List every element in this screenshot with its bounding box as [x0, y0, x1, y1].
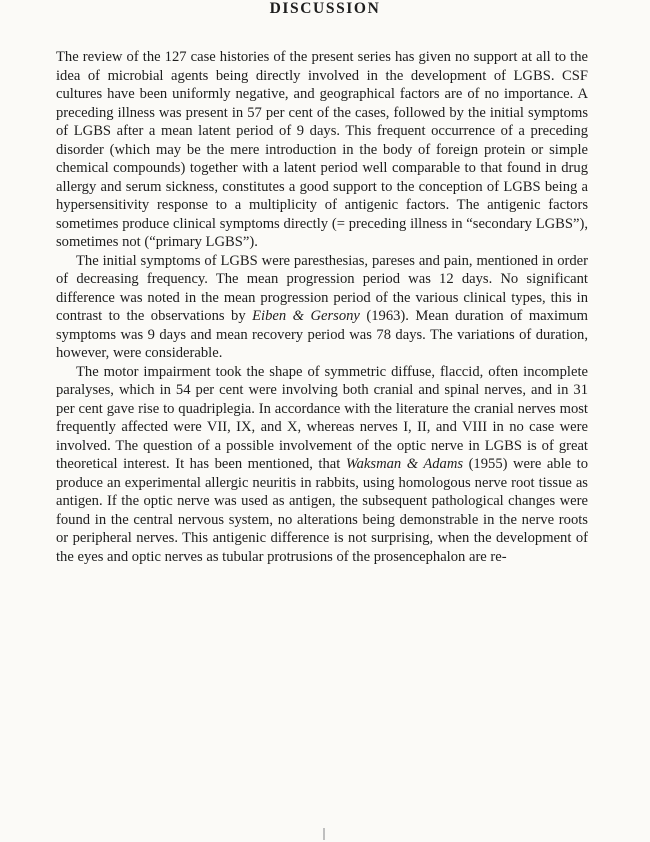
body-text — [56, 48, 588, 566]
section-heading: DISCUSSION — [269, 0, 381, 17]
text-run: (1963). Mean duration of maximum symptoms was 9 days and mean recovery period was 78 days. The variations of duration, however, were considerable. — [56, 308, 589, 361]
scan-mark — [323, 828, 325, 840]
citation-authors: Waksman & Adams — [345, 456, 464, 472]
paragraph-3 — [56, 363, 588, 567]
paragraph-1 — [56, 48, 588, 252]
text-run: The initial symptoms of LGBS were paresthesias, pareses and pain, mentioned in order of decreasing frequency. The mean progression period was 12 days. No significant difference was noted in the mean progression period of the various clinical types, this in contrast to the observations by — [56, 252, 588, 324]
text-run: The motor impairment took the shape of symmetric diffuse, flaccid, often incomplete paralyses, which in 54 per cent were involving both cranial and spinal nerves, and in 31 per cent gave rise to quadriplegia. In accordance with the literature the cranial nerves most frequently affected were VII, IX, and X, whereas nerves I, II, and VIII in no case were involved. The question of a possible involvement of the optic nerve in LGBS is of great theoretical interest. It has been mentioned, that — [56, 363, 588, 472]
paragraph-2 — [56, 252, 588, 363]
text-run: (1955) were able to produce an experimental allergic neuritis in rabbits, using homologous nerve root tissue as antigen. If the optic nerve was used as antigen, the subsequent pathological changes were found in the central nervous system, no alterations being demonstrable in the nerve roots or peripheral nerves. This antigenic difference is not surprising, when the development of the eyes and optic nerves as tubular protrusions of the prosencephalon are re- — [56, 456, 589, 565]
text-run: The review of the 127 case histories of the present series has given no support at all to the idea of microbial agents being directly involved in the development of LGBS. CSF cultures have been uniformly negative, and geographical factors are of no importance. A preceding illness was present in 57 per cent of the cases, followed by the initial symptoms of LGBS after a mean latent period of 9 days. This frequent occurrence of a preceding disorder (which may be the mere introduction in the body of foreign protein or simple chemical compounds) together with a latent period well comparable to that found in drug allergy and serum sickness, constitutes a good support to the conception of LGBS being a hypersensitivity response to a multiplicity of antigenic factors. The antigenic factors sometimes produce clinical symptoms directly (= preceding illness in “secondary LGBS”), sometimes not (“primary LGBS”). — [56, 49, 588, 250]
citation-authors: Eiben & Gersony — [252, 308, 360, 324]
